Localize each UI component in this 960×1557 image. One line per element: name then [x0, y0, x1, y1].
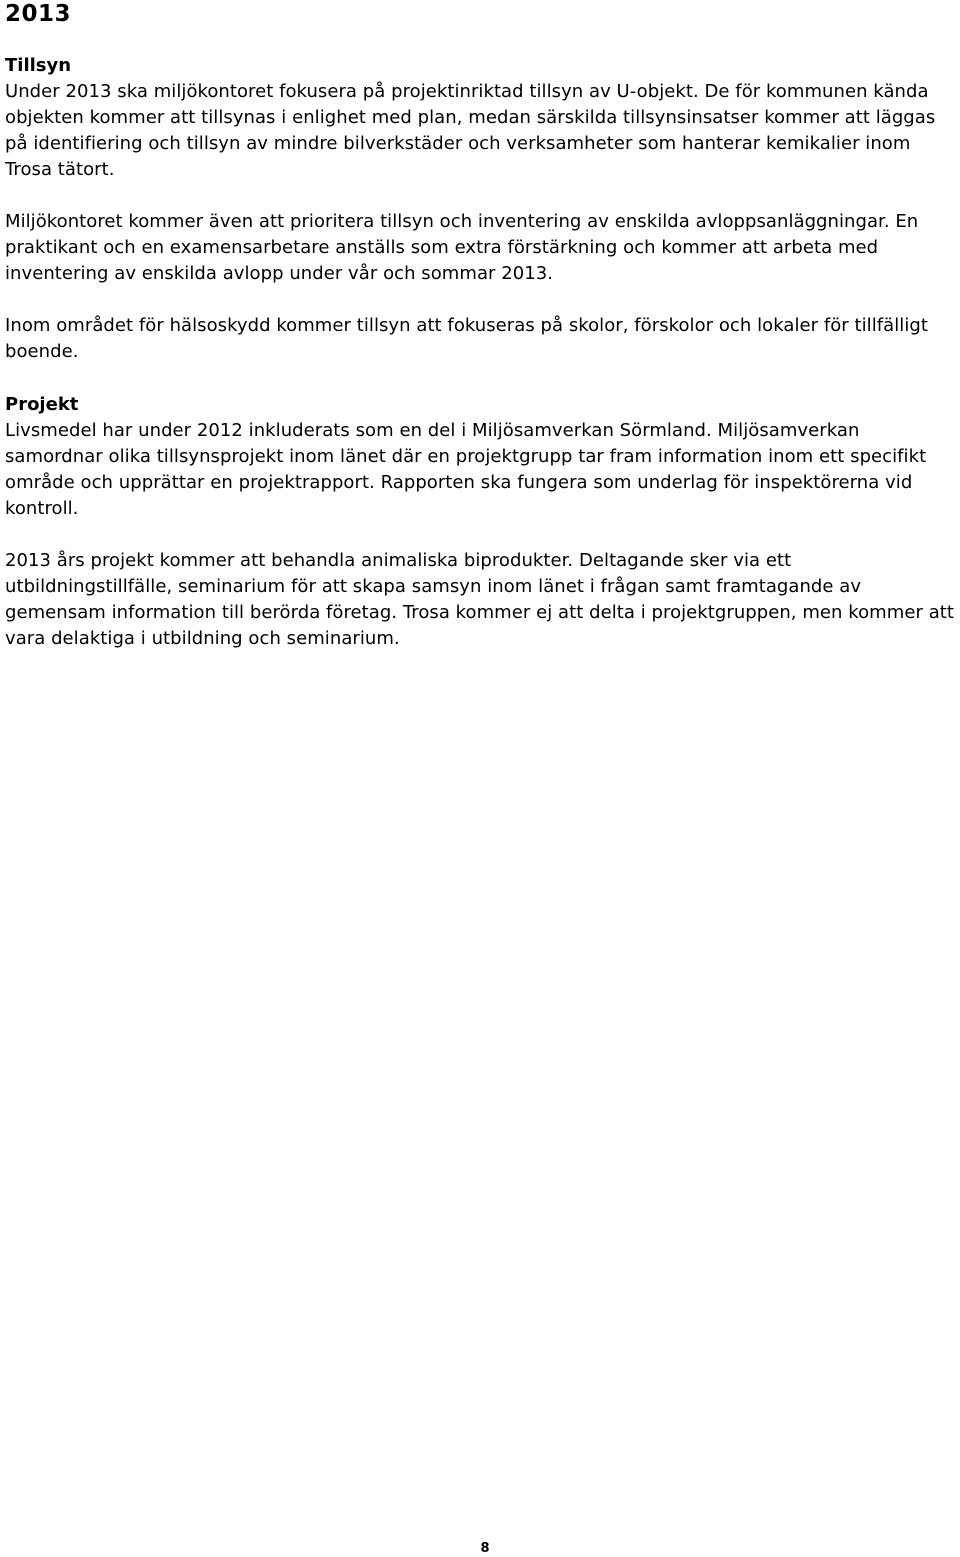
tillsyn-paragraph-2: Miljökontoret kommer även att prioritera tillsyn och inventering av enskilda avloppsanläggningar. En praktikant och en examensarbetare anställs som extra förstärkning och kommer att arbeta med inventering av enskilda avlopp under vår och sommar 2013. — [5, 211, 919, 284]
document-page — [5, 0, 955, 652]
tillsyn-paragraph-1: Under 2013 ska miljökontoret fokusera på projektinriktad tillsyn av U-objekt. De för kommunen kända objekten kommer att tillsynas i enlighet med plan, medan särskilda tillsynsinsatser kommer att läggas på identifiering och tillsyn av mindre bilverkstäder och verksamheter som hanterar kemikalier inom Trosa tätort. — [5, 81, 936, 180]
projekt-paragraph-2: 2013 års projekt kommer att behandla animaliska biprodukter. Deltagande sker via ett utbildningstillfälle, seminarium för att skapa samsyn inom länet i frågan samt framtagande av gemensam information till berörda företag. Trosa kommer ej att delta i projektgruppen, men kommer att vara delaktiga i utbildning och seminarium. — [5, 550, 954, 649]
section-heading-projekt: Projekt — [5, 394, 79, 415]
section-heading-tillsyn: Tillsyn — [5, 55, 72, 76]
page-number: 8 — [480, 1541, 490, 1556]
tillsyn-paragraph-3: Inom området för hälsoskydd kommer tillsyn att fokuseras på skolor, förskolor och lokaler för tillfälligt boende. — [5, 315, 928, 362]
projekt-paragraph-1: Livsmedel har under 2012 inkluderats som en del i Miljösamverkan Sörmland. Miljösamverkan samordnar olika tillsynsprojekt inom länet där en projektgrupp tar fram information inom ett specifikt område och upprättar en projektrapport. Rapporten ska fungera som underlag för inspektörerna vid kontroll. — [5, 420, 927, 519]
document-title: 2013 — [5, 1, 72, 27]
